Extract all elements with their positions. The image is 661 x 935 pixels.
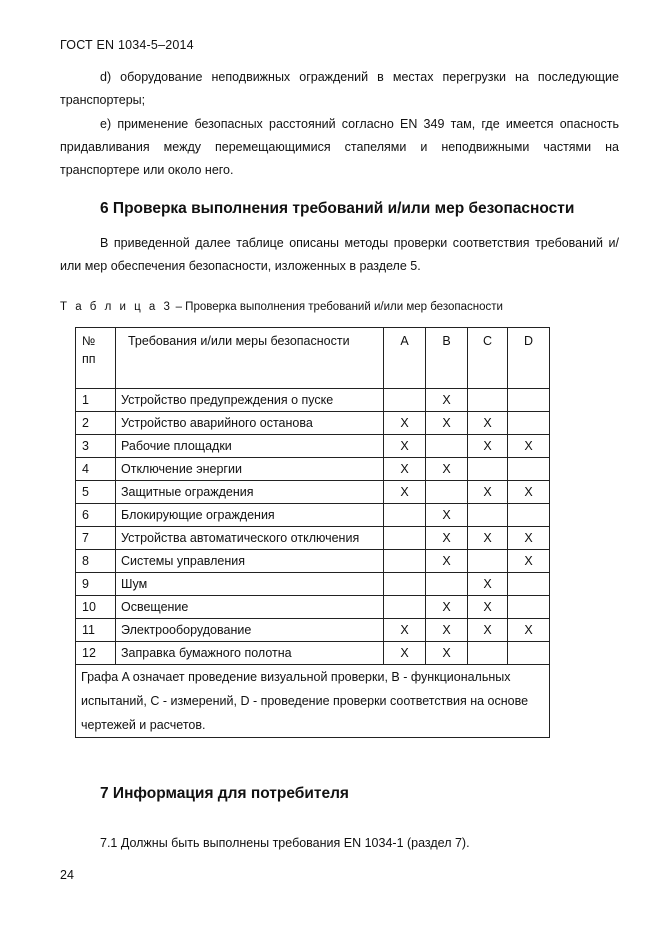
row-mark-c: X (468, 573, 508, 596)
table-caption-text: – Проверка выполнения требований и/или мер безопасности (172, 301, 503, 313)
row-mark-d: X (508, 435, 550, 458)
row-requirement: Устройства автоматического отключения (116, 527, 384, 550)
row-requirement: Защитные ограждения (116, 481, 384, 504)
row-num: 8 (76, 550, 116, 573)
section-6-title: 6 Проверка выполнения требований и/или мер безопасности (100, 200, 575, 217)
table-row (76, 435, 550, 458)
row-mark-a: X (384, 642, 426, 665)
row-mark-b (426, 481, 468, 504)
row-num: 10 (76, 596, 116, 619)
row-requirement: Системы управления (116, 550, 384, 573)
verification-table (75, 327, 550, 738)
row-requirement: Блокирующие ограждения (116, 504, 384, 527)
row-mark-c: X (468, 619, 508, 642)
row-mark-b: X (426, 596, 468, 619)
row-mark-d (508, 389, 550, 412)
row-mark-b: X (426, 458, 468, 481)
row-num: 3 (76, 435, 116, 458)
header-a: A (384, 328, 426, 389)
row-mark-b (426, 435, 468, 458)
row-mark-b: X (426, 527, 468, 550)
row-mark-b: X (426, 642, 468, 665)
row-mark-c: X (468, 527, 508, 550)
row-mark-b (426, 573, 468, 596)
table-caption (60, 301, 503, 313)
row-num: 4 (76, 458, 116, 481)
row-mark-a (384, 596, 426, 619)
header-b: B (426, 328, 468, 389)
table-row (76, 412, 550, 435)
row-num: 1 (76, 389, 116, 412)
document-header: ГОСТ EN 1034-5–2014 (60, 38, 194, 52)
row-num: 12 (76, 642, 116, 665)
row-requirement: Устройство аварийного останова (116, 412, 384, 435)
table-row (76, 481, 550, 504)
row-mark-d: X (508, 619, 550, 642)
row-mark-a: X (384, 458, 426, 481)
table-note: Графа A означает проведение визуальной проверки, B - функциональных испытаний, C - измерений, D - проведение проверки соответствия на основе чертежей и расчетов. (76, 665, 550, 738)
page-number: 24 (60, 868, 74, 882)
row-mark-c: X (468, 435, 508, 458)
row-num: 9 (76, 573, 116, 596)
row-mark-c: X (468, 412, 508, 435)
header-requirement: Требования и/или меры безопасности (116, 328, 384, 389)
row-mark-d (508, 573, 550, 596)
row-mark-d (508, 412, 550, 435)
table-row (76, 389, 550, 412)
section-7-text: 7.1 Должны быть выполнены требования EN 1034-1 (раздел 7). (100, 836, 470, 850)
row-requirement: Шум (116, 573, 384, 596)
row-mark-d (508, 642, 550, 665)
table-row (76, 550, 550, 573)
table-row (76, 527, 550, 550)
row-num: 5 (76, 481, 116, 504)
row-mark-c: X (468, 596, 508, 619)
row-num: 2 (76, 412, 116, 435)
row-mark-a (384, 389, 426, 412)
row-mark-c (468, 458, 508, 481)
row-mark-a: X (384, 481, 426, 504)
row-mark-d: X (508, 481, 550, 504)
table-header-row (76, 328, 550, 389)
section-6-text: В приведенной далее таблице описаны методы проверки соответствия требований и/или мер обеспечения безопасности, изложенных в разделе 5. (60, 236, 619, 273)
row-mark-c (468, 389, 508, 412)
row-mark-c (468, 642, 508, 665)
header-c: C (468, 328, 508, 389)
row-num: 11 (76, 619, 116, 642)
header-num: № пп (76, 328, 116, 389)
row-mark-c: X (468, 481, 508, 504)
row-requirement: Рабочие площадки (116, 435, 384, 458)
row-num: 7 (76, 527, 116, 550)
row-mark-d (508, 596, 550, 619)
row-mark-a (384, 550, 426, 573)
table-row (76, 642, 550, 665)
table-note-row (76, 665, 550, 738)
row-num: 6 (76, 504, 116, 527)
table-row (76, 619, 550, 642)
row-requirement: Устройство предупреждения о пуске (116, 389, 384, 412)
row-mark-c (468, 504, 508, 527)
header-d: D (508, 328, 550, 389)
row-mark-a (384, 573, 426, 596)
table-row (76, 458, 550, 481)
table-row (76, 573, 550, 596)
row-mark-a: X (384, 412, 426, 435)
row-mark-a: X (384, 619, 426, 642)
row-mark-b: X (426, 550, 468, 573)
table-row (76, 596, 550, 619)
intro-item-d: d) оборудование неподвижных ограждений в местах перегрузки на последующие транспортеры; (60, 70, 619, 107)
row-mark-a (384, 504, 426, 527)
row-mark-a: X (384, 435, 426, 458)
row-requirement: Заправка бумажного полотна (116, 642, 384, 665)
intro-item-e: e) применение безопасных расстояний согласно EN 349 там, где имеется опасность придавливания между перемещающимися стапелями и неподвижными частями на транспортере или около него. (60, 117, 619, 177)
row-mark-c (468, 550, 508, 573)
row-mark-d: X (508, 527, 550, 550)
row-mark-a (384, 527, 426, 550)
section-7-title: 7 Информация для потребителя (100, 785, 349, 802)
row-mark-b: X (426, 504, 468, 527)
row-mark-d (508, 458, 550, 481)
table-caption-label: Т а б л и ц а 3 (60, 301, 173, 313)
row-mark-d (508, 504, 550, 527)
row-requirement: Освещение (116, 596, 384, 619)
table-row (76, 504, 550, 527)
row-requirement: Отключение энергии (116, 458, 384, 481)
row-mark-b: X (426, 389, 468, 412)
row-mark-d: X (508, 550, 550, 573)
row-requirement: Электрооборудование (116, 619, 384, 642)
row-mark-b: X (426, 619, 468, 642)
row-mark-b: X (426, 412, 468, 435)
